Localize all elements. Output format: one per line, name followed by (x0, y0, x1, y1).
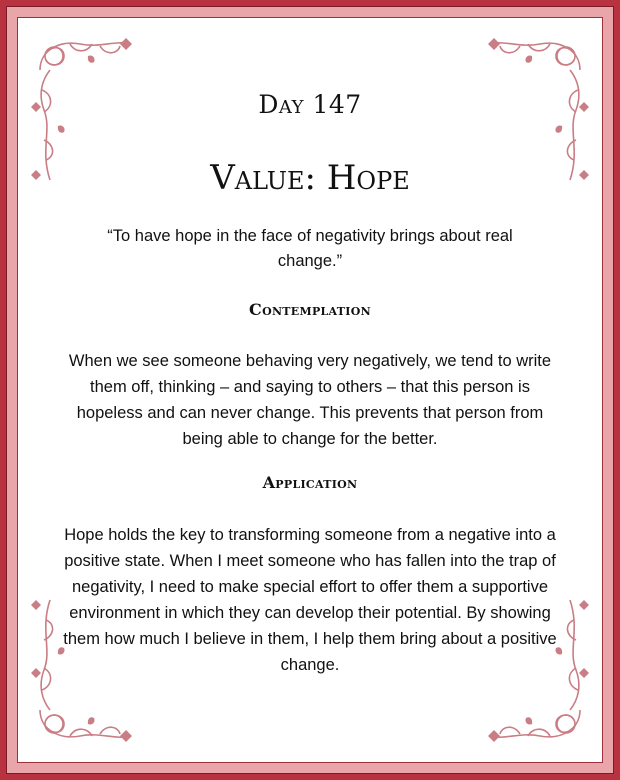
day-title: Day 147 (258, 90, 362, 119)
quote-text: “To have hope in the face of negativity brings about real change.” (107, 227, 513, 270)
application-text: Hope holds the key to transforming someone from a negative into a positive state. When I meet someone who has fallen into the trap of negativity, I need to make special effort to offer them a supportive environment in which they can develop their potential. By showing them how much I believe in them, I help them bring about a positive change. (63, 526, 557, 674)
application-heading: Application (262, 473, 358, 492)
frame-border (6, 6, 614, 774)
value-title: Value: Hope (210, 158, 410, 198)
page-sheet (17, 17, 603, 763)
contemplation-text: When we see someone behaving very negatively, we tend to write them off, thinking – and saying to others – that this person is hopeless and can never change. This prevents that person from being able to change for the better. (68, 352, 552, 448)
contemplation-heading: Contemplation (249, 300, 371, 319)
